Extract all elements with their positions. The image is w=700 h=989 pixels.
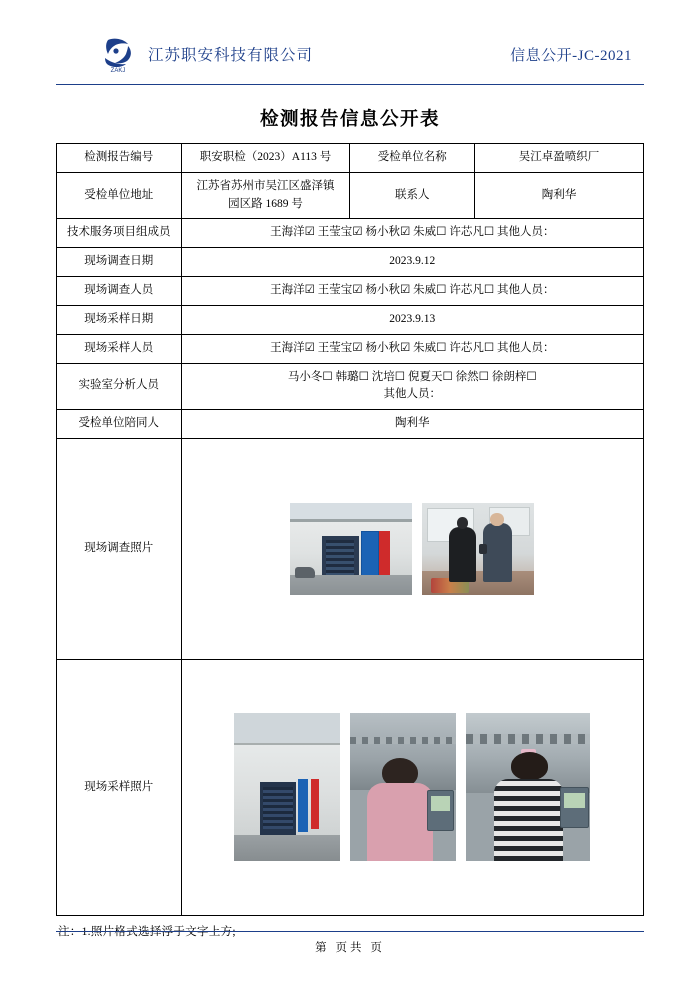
lab-people-value — [181, 363, 643, 410]
sampling-date-value: 2023.9.13 — [181, 305, 643, 334]
factory-gate-photo — [290, 503, 412, 595]
table-row — [57, 277, 644, 306]
unit-address-line2: 园区路 1689 号 — [228, 197, 303, 210]
survey-date-value: 2023.9.12 — [181, 248, 643, 277]
sampling-people-label: 现场采样人员 — [57, 334, 182, 363]
table-row — [57, 305, 644, 334]
footer-divider — [56, 931, 644, 932]
survey-people-label: 现场调查人员 — [57, 277, 182, 306]
info-table — [56, 143, 644, 916]
accompany-value: 陶利华 — [181, 410, 643, 439]
factory-gate-sampling-photo — [234, 713, 340, 861]
header-left — [96, 34, 313, 74]
survey-photo-row — [57, 438, 644, 659]
worker-sampling-photo-1 — [350, 713, 456, 861]
lab-people-line1: 马小冬☐ 韩璐☐ 沈培☐ 倪夏天☐ 徐然☐ 徐朗梓☐ — [287, 370, 537, 383]
page-number: 第 页共 页 — [315, 942, 385, 954]
sampling-photo-container — [181, 659, 643, 915]
table-row — [57, 172, 644, 219]
company-logo-icon — [96, 34, 140, 74]
report-no-label: 检测报告编号 — [57, 144, 182, 173]
unit-address-label: 受检单位地址 — [57, 172, 182, 219]
unit-address-line1: 江苏省苏州市吴江区盛泽镇 — [196, 179, 335, 192]
table-row — [57, 334, 644, 363]
sampling-photo-strip — [185, 713, 640, 861]
lab-people-line2: 其他人员： — [383, 388, 442, 401]
sampling-date-label: 现场采样日期 — [57, 305, 182, 334]
table-row — [57, 363, 644, 410]
contact-value: 陶利华 — [475, 172, 644, 219]
survey-date-label: 现场调查日期 — [57, 248, 182, 277]
company-name: 江苏职安科技有限公司 — [148, 47, 314, 64]
header-divider — [56, 84, 644, 85]
sampling-photo-label: 现场采样照片 — [57, 659, 182, 915]
table-row — [57, 248, 644, 277]
unit-name-label: 受检单位名称 — [350, 144, 475, 173]
page-footer — [56, 931, 644, 955]
tech-team-value: 王海洋☑ 王莹宝☑ 杨小秋☑ 朱威☐ 许芯凡☐ 其他人员： — [181, 219, 643, 248]
document-code: 信息公开-JC-2021 — [510, 47, 632, 64]
table-row — [57, 144, 644, 173]
unit-name-value: 吴江卓盈喷织厂 — [475, 144, 644, 173]
site-survey-people-photo — [422, 503, 534, 595]
unit-address-value — [181, 172, 350, 219]
worker-sampling-photo-2 — [466, 713, 590, 861]
survey-people-value: 王海洋☑ 王莹宝☑ 杨小秋☑ 朱威☐ 许芯凡☐ 其他人员： — [181, 277, 643, 306]
survey-photo-strip — [185, 503, 640, 595]
tech-team-label: 技术服务项目组成员 — [57, 219, 182, 248]
report-no-value: 职安职检（2023）A113 号 — [181, 144, 350, 173]
lab-people-label: 实验室分析人员 — [57, 363, 182, 410]
svg-text:ZAKJ: ZAKJ — [110, 68, 126, 74]
sampling-photo-row — [57, 659, 644, 915]
accompany-label: 受检单位陪同人 — [57, 410, 182, 439]
page-header — [56, 26, 644, 82]
sampling-people-value: 王海洋☑ 王莹宝☑ 杨小秋☑ 朱威☐ 许芯凡☐ 其他人员： — [181, 334, 643, 363]
page-title: 检测报告信息公开表 — [259, 110, 440, 130]
table-row — [57, 219, 644, 248]
contact-label: 联系人 — [350, 172, 475, 219]
survey-photo-container — [181, 438, 643, 659]
table-notes: 注：1.照片格式选择浮于文字上方; — [58, 925, 236, 938]
survey-photo-label: 现场调查照片 — [57, 438, 182, 659]
table-row — [57, 410, 644, 439]
